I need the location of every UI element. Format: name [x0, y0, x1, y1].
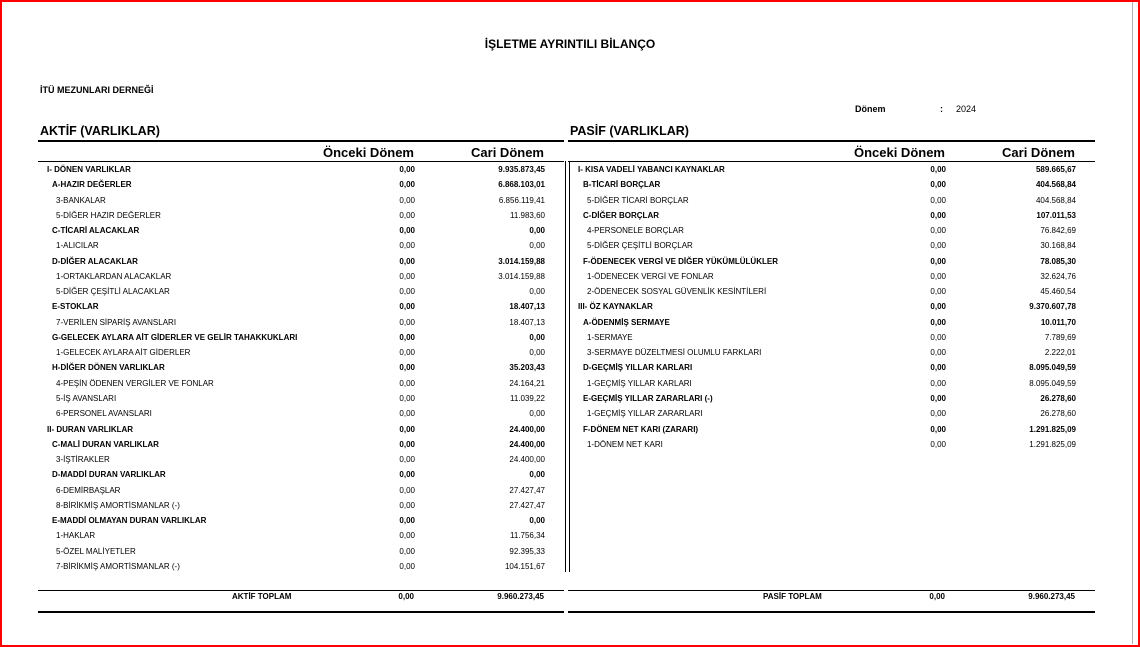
- current-period-value: 30.168,84: [1040, 241, 1076, 251]
- account-label: III- ÖZ KAYNAKLAR: [578, 302, 653, 312]
- table-row: [0, 238, 1100, 253]
- liabilities-header-previous: Önceki Dönem: [853, 145, 945, 160]
- current-period-value: 0,00: [529, 348, 545, 358]
- account-label: 1-GEÇMİŞ YILLAR ZARARLARI: [587, 409, 703, 419]
- current-period-value: 3.014.159,88: [498, 256, 545, 266]
- current-period-value: 104.151,67: [504, 561, 545, 571]
- account-label: E-GEÇMİŞ YILLAR ZARARLARI (-): [583, 393, 713, 403]
- account-label: 4-PEŞİN ÖDENEN VERGİLER VE FONLAR: [56, 378, 214, 388]
- previous-period-value: 0,00: [399, 302, 415, 312]
- previous-period-value: 0,00: [399, 439, 415, 449]
- previous-period-value: 0,00: [930, 332, 946, 342]
- account-label: 5-DİĞER TİCARİ BORÇLAR: [587, 195, 689, 205]
- previous-period-value: 0,00: [399, 393, 415, 403]
- current-period-value: 8.095.049,59: [1029, 378, 1076, 388]
- account-label: F-DÖNEM NET KARI (ZARARI): [583, 424, 699, 434]
- previous-period-value: 0,00: [399, 348, 415, 358]
- period-value: 2024: [956, 104, 977, 114]
- table-row: [0, 467, 570, 482]
- current-period-value: 78.085,30: [1040, 256, 1076, 266]
- liabilities-total-current: 9.960.273,45: [1028, 592, 1075, 601]
- account-label: 5-İŞ AVANSLARI: [56, 393, 117, 403]
- current-period-value: 11.983,60: [510, 210, 545, 220]
- previous-period-value: 0,00: [399, 378, 415, 388]
- previous-period-value: 0,00: [399, 332, 415, 342]
- table-row: [0, 269, 1100, 284]
- table-row: [0, 544, 570, 559]
- table-row: [0, 299, 1100, 314]
- table-row: [0, 483, 570, 498]
- current-period-value: 1.291.825,09: [1029, 439, 1076, 449]
- assets-top-rule: [38, 140, 564, 142]
- account-label: 3-BANKALAR: [56, 195, 106, 205]
- current-period-value: 76.842,69: [1040, 226, 1076, 236]
- previous-period-value: 0,00: [399, 485, 415, 495]
- previous-period-value: 0,00: [930, 317, 946, 327]
- account-label: 6-PERSONEL AVANSLARI: [56, 409, 152, 419]
- previous-period-value: 0,00: [930, 409, 946, 419]
- table-row: [0, 376, 1100, 391]
- period-label: Dönem: [855, 104, 886, 114]
- assets-title: AKTİF (VARLIKLAR): [40, 124, 160, 138]
- current-period-value: 92.395,33: [509, 546, 545, 556]
- table-row: [0, 208, 1100, 223]
- current-period-value: 27.427,47: [509, 485, 545, 495]
- account-label: 1-DÖNEM NET KARI: [587, 439, 663, 449]
- assets-header-previous: Önceki Dönem: [322, 145, 414, 160]
- liabilities-total-previous: 0,00: [929, 592, 945, 601]
- previous-period-value: 0,00: [399, 409, 415, 419]
- previous-period-value: 0,00: [930, 210, 946, 220]
- current-period-value: 26.278,60: [1040, 393, 1076, 403]
- previous-period-value: 0,00: [930, 363, 946, 373]
- account-label: D-GEÇMİŞ YILLAR KARLARI: [583, 363, 693, 373]
- current-period-value: 9.370.607,78: [1029, 302, 1076, 312]
- account-label: C-TİCARİ ALACAKLAR: [52, 226, 140, 236]
- account-label: C-DİĞER BORÇLAR: [583, 210, 659, 220]
- current-period-value: 24.164,21: [509, 378, 545, 388]
- account-label: 1-SERMAYE: [587, 332, 633, 342]
- previous-period-value: 0,00: [399, 424, 415, 434]
- previous-period-value: 0,00: [399, 470, 415, 480]
- account-label: I- KISA VADELİ YABANCI KAYNAKLAR: [578, 165, 725, 174]
- previous-period-value: 0,00: [930, 256, 946, 266]
- account-label: C-MALİ DURAN VARLIKLAR: [52, 439, 159, 449]
- table-row: [0, 162, 1100, 177]
- current-period-value: 6.868.103,01: [498, 180, 545, 190]
- current-period-value: 0,00: [529, 226, 545, 236]
- current-period-value: 2.222,01: [1044, 348, 1076, 358]
- account-label: 1-GELECEK AYLARA AİT GİDERLER: [56, 348, 191, 358]
- period-colon: :: [940, 104, 943, 114]
- table-row: [0, 437, 1100, 452]
- account-label: 1-ORTAKLARDAN ALACAKLAR: [56, 271, 172, 281]
- current-period-value: 0,00: [529, 470, 545, 480]
- account-label: 5-DİĞER ÇEŞİTLİ ALACAKLAR: [56, 287, 170, 297]
- table-row: [0, 406, 1100, 421]
- current-period-value: 1.291.825,09: [1029, 424, 1076, 434]
- previous-period-value: 0,00: [399, 256, 415, 266]
- previous-period-value: 0,00: [399, 241, 415, 251]
- current-period-value: 589.665,67: [1035, 165, 1076, 174]
- current-period-value: 32.624,76: [1040, 271, 1076, 281]
- previous-period-value: 0,00: [930, 226, 946, 236]
- table-row: [0, 315, 1100, 330]
- liabilities-total-bottom-rule: [568, 611, 1095, 613]
- liabilities-title: PASİF (VARLIKLAR): [570, 124, 689, 138]
- current-period-value: 0,00: [529, 241, 545, 251]
- account-label: H-DİĞER DÖNEN VARLIKLAR: [52, 363, 165, 373]
- table-row: [0, 528, 570, 543]
- account-label: E-MADDİ OLMAYAN DURAN VARLIKLAR: [52, 516, 207, 526]
- current-period-value: 26.278,60: [1040, 409, 1076, 419]
- account-label: D-DİĞER ALACAKLAR: [52, 256, 138, 266]
- current-period-value: 0,00: [529, 409, 545, 419]
- account-label: 3-İŞTİRAKLER: [56, 455, 110, 465]
- assets-header-current: Cari Dönem: [471, 145, 544, 160]
- previous-period-value: 0,00: [399, 500, 415, 510]
- account-label: 6-DEMİRBAŞLAR: [56, 485, 121, 495]
- previous-period-value: 0,00: [930, 241, 946, 251]
- current-period-value: 0,00: [529, 287, 545, 297]
- previous-period-value: 0,00: [399, 531, 415, 541]
- account-label: 8-BİRİKMİŞ AMORTİSMANLAR (-): [56, 500, 180, 510]
- current-period-value: 24.400,00: [509, 439, 545, 449]
- table-row: [0, 559, 570, 574]
- current-period-value: 24.400,00: [509, 455, 545, 465]
- account-label: 1-ALICILAR: [56, 241, 99, 251]
- right-page-edge: [1132, 2, 1133, 644]
- previous-period-value: 0,00: [399, 516, 415, 526]
- current-period-value: 11.756,34: [510, 531, 545, 541]
- liabilities-table: [0, 162, 1100, 452]
- current-period-value: 18.407,13: [509, 317, 545, 327]
- previous-period-value: 0,00: [399, 271, 415, 281]
- current-period-value: 6.856.119,41: [498, 195, 545, 205]
- account-label: 1-ÖDENECEK VERGİ VE FONLAR: [587, 271, 714, 281]
- assets-total-bottom-rule: [38, 611, 564, 613]
- previous-period-value: 0,00: [930, 378, 946, 388]
- account-label: 5-DİĞER HAZIR DEĞERLER: [56, 210, 161, 220]
- previous-period-value: 0,00: [930, 348, 946, 358]
- account-label: 3-SERMAYE DÜZELTMESİ OLUMLU FARKLARI: [587, 348, 762, 358]
- account-label: 5-DİĞER ÇEŞİTLİ BORÇLAR: [587, 241, 693, 251]
- previous-period-value: 0,00: [930, 165, 946, 174]
- table-row: [0, 177, 1100, 192]
- account-label: 2-ÖDENECEK SOSYAL GÜVENLİK KESİNTİLERİ: [587, 287, 767, 297]
- current-period-value: 404.568,84: [1035, 180, 1076, 190]
- account-label: 4-PERSONELE BORÇLAR: [587, 226, 684, 236]
- account-label: I- DÖNEN VARLIKLAR: [47, 165, 131, 174]
- previous-period-value: 0,00: [399, 546, 415, 556]
- current-period-value: 0,00: [529, 516, 545, 526]
- account-label: E-STOKLAR: [52, 302, 99, 312]
- previous-period-value: 0,00: [930, 180, 946, 190]
- assets-total-top-rule: [38, 590, 564, 591]
- previous-period-value: 0,00: [399, 226, 415, 236]
- table-row: [0, 345, 1100, 360]
- current-period-value: 107.011,53: [1036, 210, 1076, 220]
- table-row: [0, 254, 1100, 269]
- account-label: 5-ÖZEL MALİYETLER: [56, 546, 136, 556]
- account-label: 7-VERİLEN SİPARİŞ AVANSLARI: [56, 317, 177, 327]
- account-label: F-ÖDENECEK VERGİ VE DİĞER YÜKÜMLÜLÜKLER: [583, 256, 778, 266]
- liabilities-total-top-rule: [568, 590, 1095, 591]
- current-period-value: 8.095.049,59: [1029, 363, 1076, 373]
- previous-period-value: 0,00: [930, 439, 946, 449]
- account-label: A-ÖDENMİŞ SERMAYE: [583, 317, 670, 327]
- account-label: 1-GEÇMİŞ YILLAR KARLARI: [587, 378, 692, 388]
- current-period-value: 3.014.159,88: [498, 271, 545, 281]
- assets-total-label: AKTİF TOPLAM: [232, 592, 292, 601]
- table-row: [0, 513, 570, 528]
- table-row: [0, 360, 1100, 375]
- account-label: G-GELECEK AYLARA AİT GİDERLER VE GELİR TAHAKKUKLARI: [52, 332, 298, 342]
- current-period-value: 7.789,69: [1044, 332, 1076, 342]
- previous-period-value: 0,00: [399, 363, 415, 373]
- table-row: [0, 284, 1100, 299]
- organization-name: İTÜ MEZUNLARI DERNEĞİ: [40, 85, 154, 95]
- current-period-value: 9.935.873,45: [498, 165, 545, 174]
- table-row: [0, 422, 1100, 437]
- previous-period-value: 0,00: [399, 165, 415, 174]
- previous-period-value: 0,00: [399, 180, 415, 190]
- previous-period-value: 0,00: [930, 287, 946, 297]
- previous-period-value: 0,00: [930, 195, 946, 205]
- previous-period-value: 0,00: [399, 210, 415, 220]
- previous-period-value: 0,00: [399, 317, 415, 327]
- assets-total-previous: 0,00: [398, 592, 414, 601]
- account-label: A-HAZIR DEĞERLER: [52, 180, 132, 190]
- account-label: II- DURAN VARLIKLAR: [47, 424, 134, 434]
- current-period-value: 45.460,54: [1040, 287, 1076, 297]
- table-row: [0, 223, 1100, 238]
- current-period-value: 10.011,70: [1040, 317, 1076, 327]
- current-period-value: 404.568,84: [1035, 195, 1076, 205]
- previous-period-value: 0,00: [399, 195, 415, 205]
- account-label: 7-BİRİKMİŞ AMORTİSMANLAR (-): [56, 561, 180, 571]
- current-period-value: 35.203,43: [509, 363, 545, 373]
- current-period-value: 27.427,47: [509, 500, 545, 510]
- account-label: 1-HAKLAR: [56, 531, 96, 541]
- assets-total-current: 9.960.273,45: [497, 592, 544, 601]
- account-label: B-TİCARİ BORÇLAR: [583, 180, 661, 190]
- table-row: [0, 452, 570, 467]
- table-row: [0, 193, 1100, 208]
- current-period-value: 0,00: [529, 332, 545, 342]
- liabilities-total-label: PASİF TOPLAM: [763, 592, 822, 601]
- current-period-value: 11.039,22: [510, 393, 545, 403]
- previous-period-value: 0,00: [399, 287, 415, 297]
- previous-period-value: 0,00: [399, 561, 415, 571]
- account-label: D-MADDİ DURAN VARLIKLAR: [52, 470, 166, 480]
- table-row: [0, 391, 1100, 406]
- previous-period-value: 0,00: [399, 455, 415, 465]
- report-title: İŞLETME AYRINTILI BİLANÇO: [484, 37, 656, 51]
- current-period-value: 18.407,13: [509, 302, 545, 312]
- previous-period-value: 0,00: [930, 271, 946, 281]
- previous-period-value: 0,00: [930, 393, 946, 403]
- previous-period-value: 0,00: [930, 424, 946, 434]
- previous-period-value: 0,00: [930, 302, 946, 312]
- liabilities-top-rule: [568, 140, 1095, 142]
- table-row: [0, 498, 570, 513]
- table-row: [0, 330, 1100, 345]
- liabilities-header-current: Cari Dönem: [1002, 145, 1075, 160]
- current-period-value: 24.400,00: [509, 424, 545, 434]
